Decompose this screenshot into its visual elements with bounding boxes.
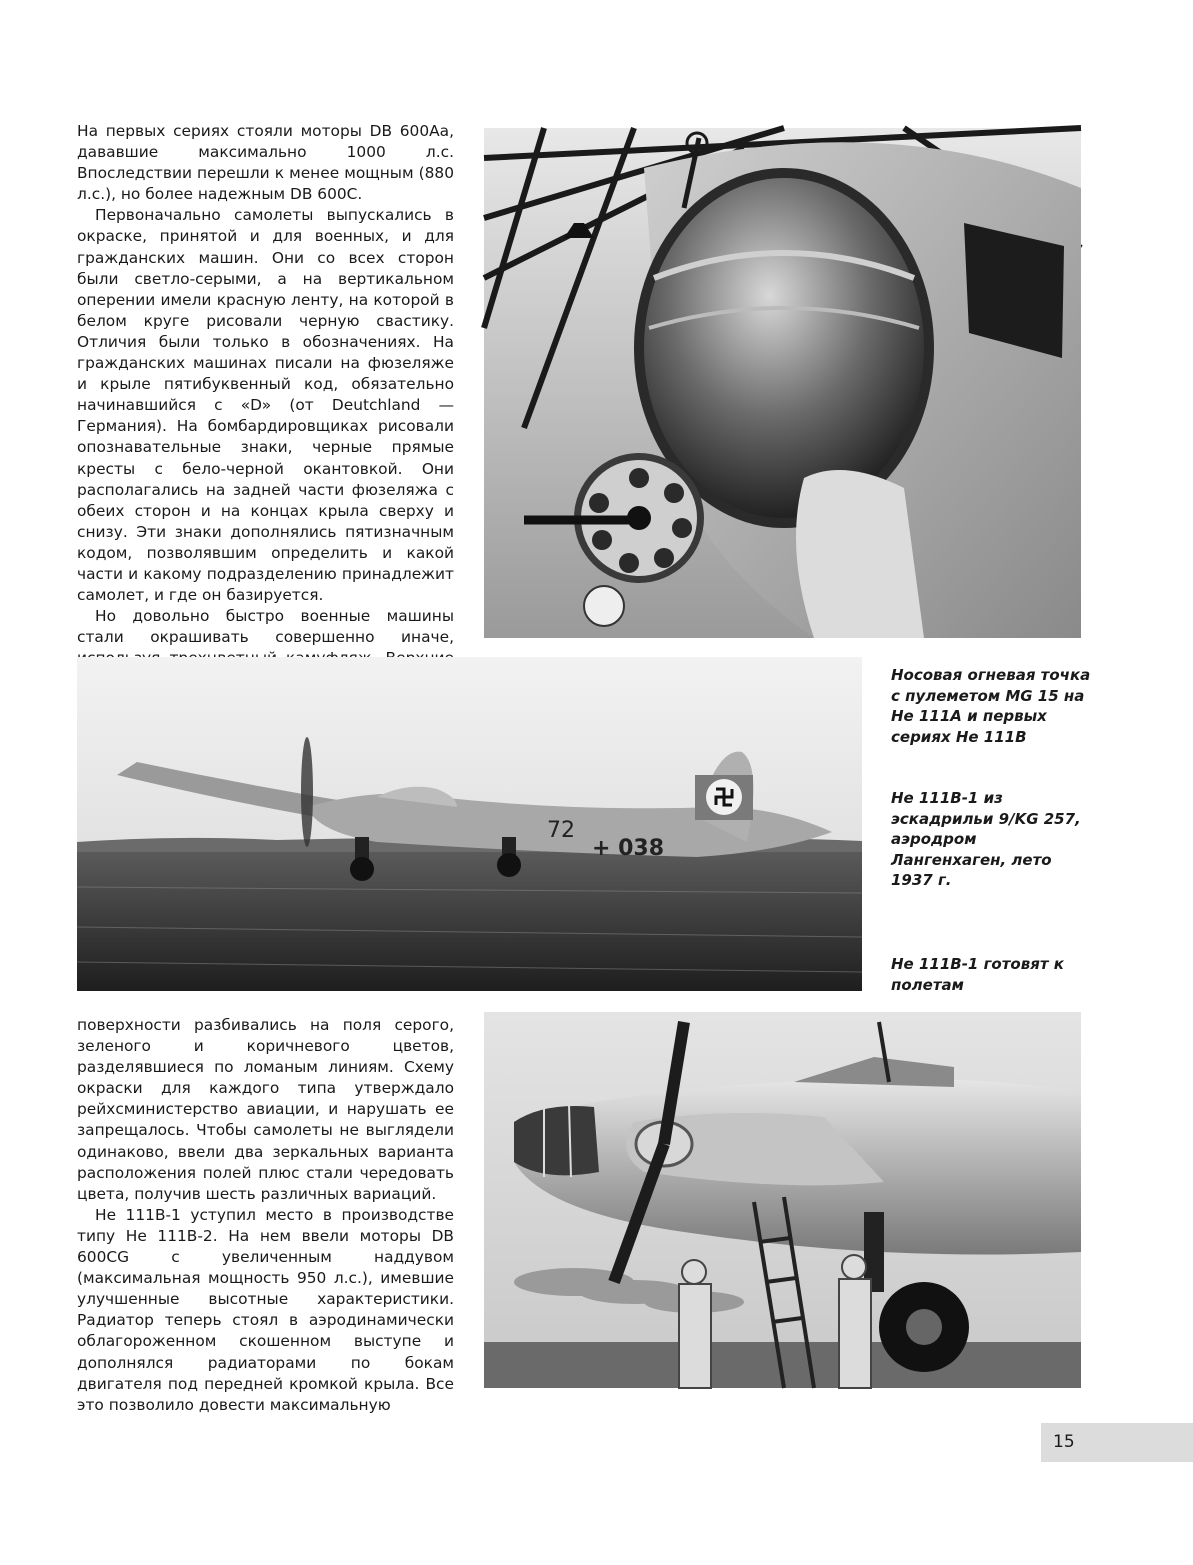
paragraph: Но довольно быстро военные машины стали окрашивать совершенно иначе,: [77, 607, 454, 647]
nose-gun-illustration: [484, 128, 1081, 638]
paragraph: поверхности разбивались на поля серого, зеленого и коричневого цветов, разделявшиеся по ломаным линиям. Схему окраски для каждого типа утверждало рейхсминистерство авиации, и нарушать ее запрещалось. Чтобы самолеты не выглядели одинаково, ввели два зеркальных варианта расположения полей плюс стали чередовать цвета, получив шесть различных вариаций.: [77, 1016, 454, 1203]
preparing-bomber-illustration: [484, 1012, 1081, 1388]
photo-preparing-for-flight: [484, 1012, 1081, 1388]
paragraph: Первоначально самолеты выпускались в окраске, принятой и для военных, и для гражданских машин. Они со всех сторон были светло-серыми, а на вертикальном оперении имели красную ленту, на которой в белом круге рисовали черную свастику. Отличия были только в обозначениях. На гражданских машинах писали на фюзеляже и крыле пятибуквенный код, обязательно начинавшийся с «D» (от Deutchland — Германия). На бомбардировщиках рисовали опознавательные знаки, черные прямые кресты с бело-черной окантовкой. Они располагались на задней части фюзеляжа с обеих сторон и на концах крыла сверху и снизу. Эти знаки дополнялись пятизначным кодом, позволявшим определить и какой части и какому подразделению принадлежит самолет, и где он базируется.: [77, 206, 454, 605]
fuselage-code: 72: [547, 818, 575, 843]
side-number: + 038: [592, 836, 665, 861]
photo-nose-gun-position: [484, 128, 1081, 638]
page-number-box: [1041, 1423, 1193, 1462]
text-column-top: [77, 121, 454, 647]
paragraph: На первых сериях стояли моторы DB 600Аа, дававшие максимально 1000 л.с. Впоследствии перешли к менее мощным (880 л.с.), но более надежным DB 600С.: [77, 122, 454, 204]
caption-parked-bomber: He 111B-1 из эскадрильи 9/KG 257, аэродром Лангенхаген, лето 1937 г.: [891, 789, 1081, 889]
parked-bomber-illustration: [77, 657, 862, 991]
caption-nose-gun: Носовая огневая точка с пулеметом MG 15 на He 111A и первых сериях He 111B: [891, 666, 1091, 746]
text-column-bottom: [77, 1015, 454, 1414]
paragraph: Не 111В-1 уступил место в производстве типу Не 111В-2. На нем ввели моторы DB 600CG с увеличенным наддувом (максимальная мощность 950 л.с.), имевшие улучшенные высотные характеристики. Радиатор теперь стоял в аэродинамически облагороженном скошенном выступе и дополнялся радиаторами по бокам двигателя под передней кромкой крыла. Все это позволило довести максимальную: [77, 1205, 454, 1414]
photo-parked-bomber: [77, 657, 862, 991]
caption-preparing-for-flight: He 111B-1 готовят к полетам: [891, 955, 1064, 994]
page-number: 15: [1053, 1432, 1075, 1452]
